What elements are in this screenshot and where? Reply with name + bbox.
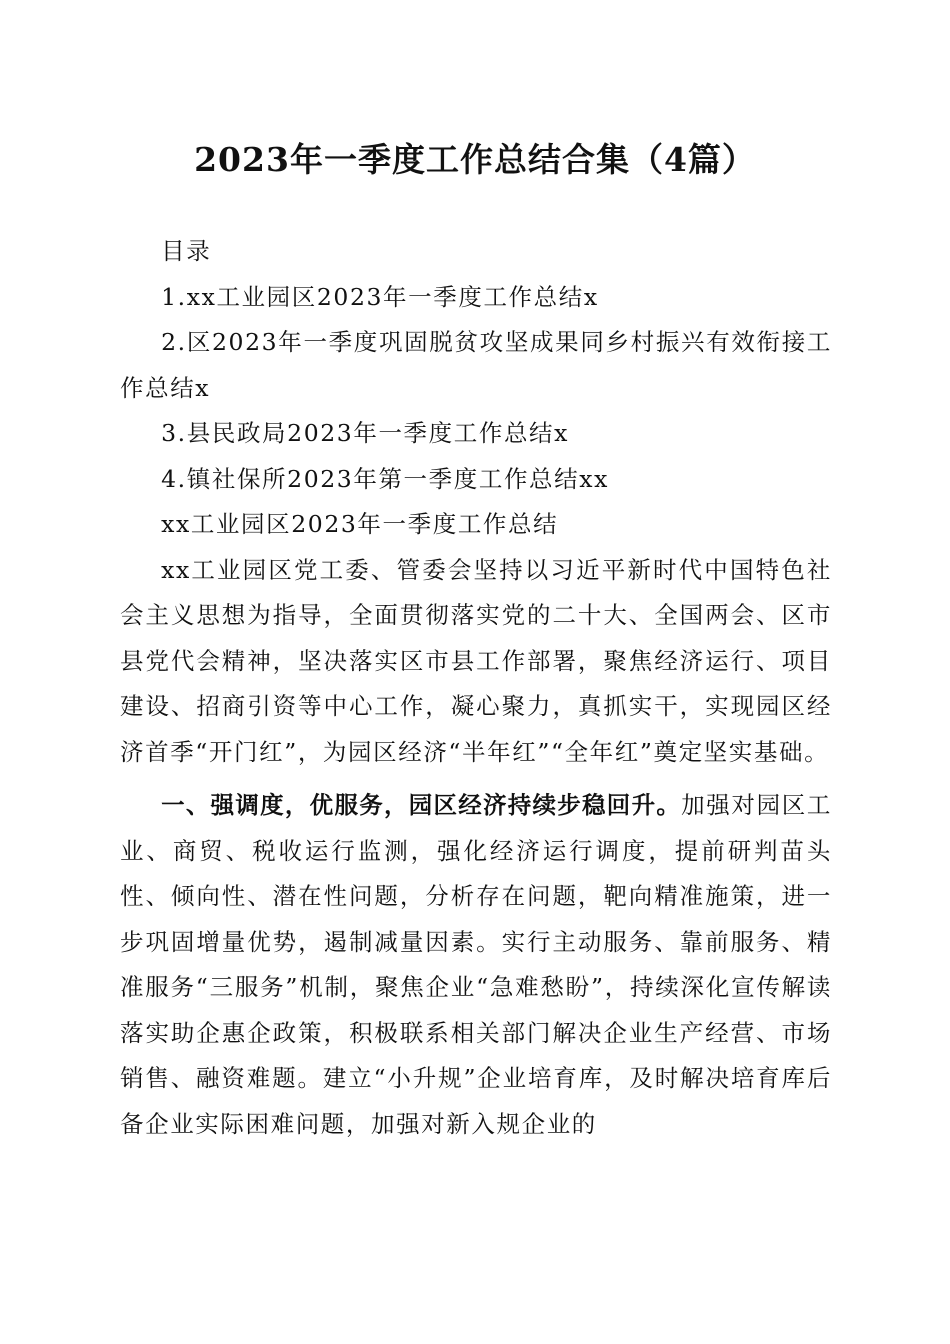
toc-item-4: 4.镇社保所2023年第一季度工作总结xx — [161, 464, 609, 493]
article-title: xx工业园区2023年一季度工作总结 — [161, 510, 559, 538]
toc-item-3: 3.县民政局2023年一季度工作总结x — [161, 419, 570, 447]
document-body — [120, 229, 832, 1147]
section-1-heading: 一、强调度，优服务，园区经济持续步稳回升。 — [161, 791, 682, 819]
toc-item-1: 1.xx工业园区2023年一季度工作总结x — [161, 282, 599, 311]
article-intro: xx工业园区党工委、管委会坚持以习近平新时代中国特色社会主义思想为指导，全面贯彻落实党的二十大、全国两会、区市县党代会精神，坚决落实区市县工作部署，聚焦经济运行、项目建设、招商引资等中心工作，凝心聚力，真抓实干，实现园区经济首季“开门红”，为园区经济“半年红”“全年红”奠定坚实基础。 — [120, 555, 832, 766]
toc-heading: 目录 — [161, 237, 212, 265]
section-1-body: 加强对园区工业、商贸、税收运行监测，强化经济运行调度，提前研判苗头性、倾向性、潜在性问题，分析存在问题，靶向精准施策，进一步巩固增量优势，遏制减量因素。实行主动服务、靠前服务、精准服务“三服务”机制，聚焦企业“急难愁盼”，持续深化宣传解读落实助企惠企政策，积极联系相关部门解决企业生产经营、市场销售、融资难题。建立“小升规”企业培育库，及时解决培育库后备企业实际困难问题，加强对新入规企业的 — [120, 791, 832, 1138]
toc-item-2: 2.区2023年一季度巩固脱贫攻坚成果同乡村振兴有效衔接工作总结x — [120, 328, 832, 402]
section-1-paragraph — [120, 783, 832, 1147]
document-title: 2023年一季度工作总结合集（4篇） — [194, 140, 756, 179]
